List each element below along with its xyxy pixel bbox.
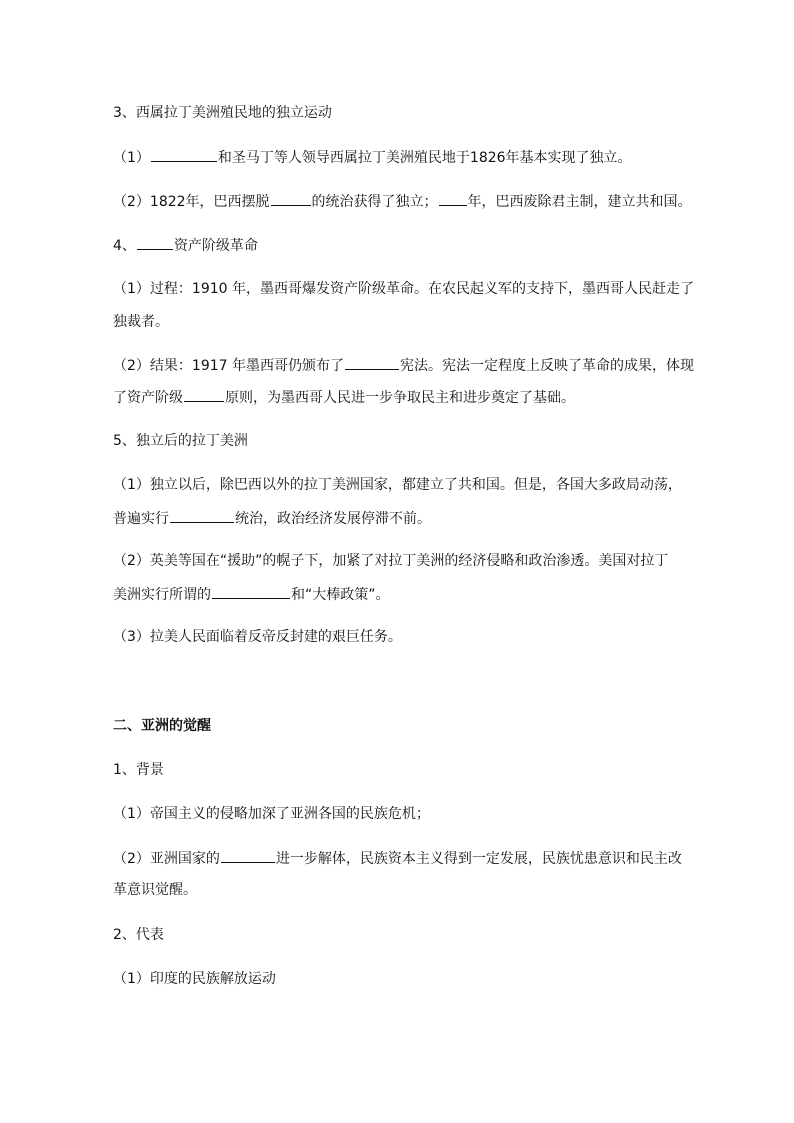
section-5-item-2-line-2 xyxy=(113,584,390,605)
section-4-heading xyxy=(113,235,258,256)
section-5-item-1-line-1 xyxy=(113,475,682,495)
text: 独裁者。 xyxy=(113,314,169,330)
text: （2）结果：1917 年墨西哥仍颁布了 xyxy=(113,358,344,374)
text: 的统治获得了独立； xyxy=(311,194,438,210)
section-3-item-2 xyxy=(113,191,692,212)
section-4-item-2-line-1 xyxy=(113,355,694,376)
text: 美洲实行所谓的 xyxy=(113,587,211,603)
text: 普遍实行 xyxy=(113,511,169,527)
text: 革意识觉醒。 xyxy=(113,882,197,898)
text: 和“大棒政策”。 xyxy=(291,587,390,603)
fill-blank[interactable] xyxy=(439,191,467,206)
background-heading xyxy=(113,760,164,780)
text: 原则，为墨西哥人民进一步争取民主和进步奠定了基础。 xyxy=(225,390,575,406)
background-item-2-line-2 xyxy=(113,880,197,900)
text: 了资产阶级 xyxy=(113,390,183,406)
fill-blank[interactable] xyxy=(151,147,217,162)
background-item-2-line-1 xyxy=(113,848,682,869)
heading-text: 3、西属拉丁美洲殖民地的独立运动 xyxy=(113,105,332,121)
section-5-item-3 xyxy=(113,627,402,647)
section-5-item-2-line-1 xyxy=(113,551,668,571)
text: 宪法。宪法一定程度上反映了革命的成果，体现 xyxy=(400,358,694,374)
section-5-heading xyxy=(113,431,248,451)
text: 统治，政治经济发展停滞不前。 xyxy=(235,511,431,527)
section-3-heading xyxy=(113,103,332,123)
heading-text: 5、独立后的拉丁美洲 xyxy=(113,433,248,449)
section-4-item-1-line-1 xyxy=(113,279,694,299)
representatives-heading xyxy=(113,925,164,945)
section-3-item-1 xyxy=(113,147,632,168)
text: 资产阶级革命 xyxy=(173,238,258,254)
heading-text: 1、背景 xyxy=(113,762,164,778)
text: （2）英美等国在“援助”的幌子下，加紧了对拉丁美洲的经济侵略和政治渗透。美国对拉丁 xyxy=(113,553,669,569)
text: （1）帝国主义的侵略加深了亚洲各国的民族危机； xyxy=(113,806,430,822)
part-2-heading xyxy=(113,716,211,736)
section-4-item-2-line-2 xyxy=(113,387,575,408)
section-5-item-1-line-2 xyxy=(113,508,431,529)
text: （1）印度的民族解放运动 xyxy=(113,971,276,987)
text: （2）1822年，巴西摆脱 xyxy=(113,194,270,210)
fill-blank[interactable] xyxy=(170,508,234,523)
text: （1） xyxy=(113,150,150,166)
text: （1）独立以后，除巴西以外的拉丁美洲国家，都建立了共和国。但是，各国大多政局动荡， xyxy=(113,477,682,493)
representatives-item-1 xyxy=(113,969,276,989)
text: 年，巴西废除君主制，建立共和国。 xyxy=(467,194,692,210)
heading-text: 二、亚洲的觉醒 xyxy=(113,718,211,734)
section-4-item-1-line-2 xyxy=(113,312,169,332)
text: （1）过程：1910 年，墨西哥爆发资产阶级革命。在农民起义军的支持下，墨西哥人民赶走了 xyxy=(113,281,694,297)
fill-blank[interactable] xyxy=(184,387,224,402)
fill-blank[interactable] xyxy=(221,848,275,863)
fill-blank[interactable] xyxy=(345,355,399,370)
text: （2）亚洲国家的 xyxy=(113,851,220,867)
heading-text: 2、代表 xyxy=(113,927,164,943)
text: 进一步解体，民族资本主义得到一定发展，民族忧患意识和民主改 xyxy=(275,851,682,867)
fill-blank[interactable] xyxy=(271,191,311,206)
text: （3）拉美人民面临着反帝反封建的艰巨任务。 xyxy=(113,629,402,645)
text: 4、 xyxy=(113,238,136,254)
fill-blank[interactable] xyxy=(137,235,173,250)
fill-blank[interactable] xyxy=(212,584,290,599)
text: 和圣马丁等人领导西属拉丁美洲殖民地于1826年基本实现了独立。 xyxy=(217,150,632,166)
background-item-1 xyxy=(113,804,430,824)
